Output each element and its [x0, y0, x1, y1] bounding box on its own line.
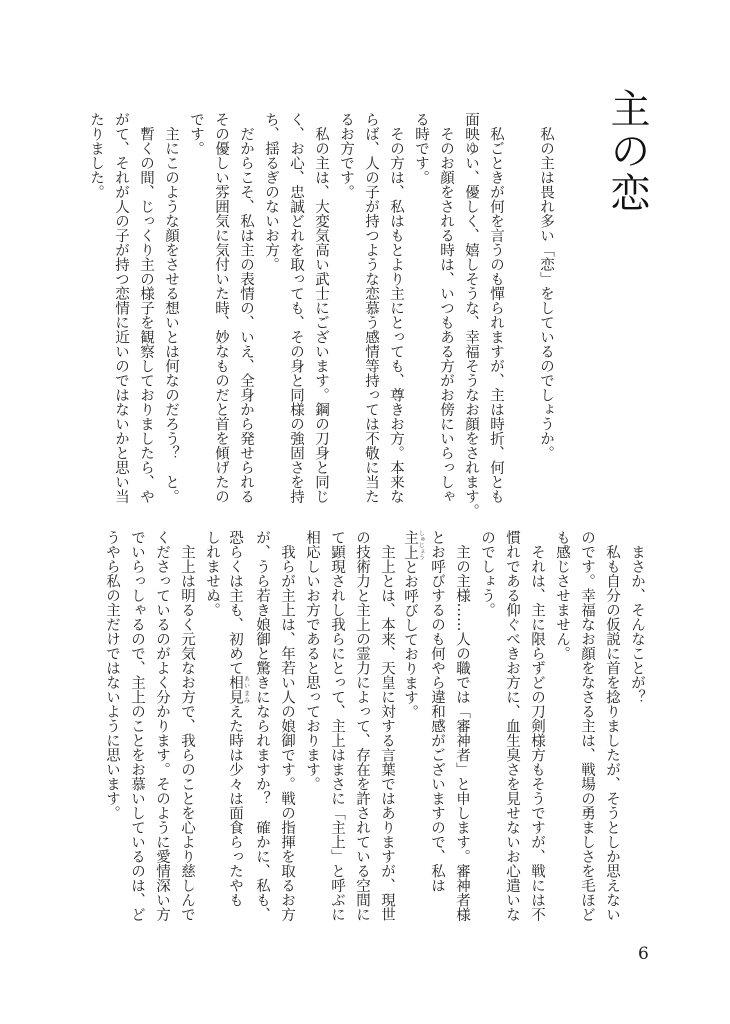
text-segment: く、お心、忠誠どれを取っても、その身と同様の強固さを持 [288, 112, 304, 504]
text-line [324, 530, 349, 942]
ruby-reading: しゅじょう [417, 530, 425, 560]
text-segment: だからこそ、私は主の表情の、いえ、全身から発せられる [238, 112, 254, 504]
text-segment: 面映ゆい、優しく、嬉しそうな、幸福そうなお顔をされます。 [463, 112, 479, 518]
text-line [258, 112, 283, 504]
text-segment: その優しい雰囲気に気付いた時、妙なものだと首を傾げたの [213, 112, 229, 504]
text-line [399, 530, 424, 942]
text-line [458, 112, 483, 518]
text-segment: そのお顔をされる時は、いつもある方がお傍にいらっしゃ [438, 112, 454, 504]
ruby-word [402, 530, 425, 560]
text-segment: とお呼びしております。 [402, 559, 418, 720]
text-segment: 私ごときが何を言うのも憚られますが、主は時折、何とも [488, 112, 504, 504]
text-line [158, 112, 183, 504]
ruby-word [227, 675, 250, 704]
text-segment: のです。幸福なお顔をなさる主は、戦場の勇ましさを毛ほど [579, 530, 595, 922]
text-line [574, 530, 599, 942]
text-line [349, 530, 374, 942]
text-line [483, 112, 508, 504]
text-line [149, 530, 174, 942]
text-segment: 私も自分の仮説に首を捻りましたが、そうとしか思えない [604, 530, 620, 922]
text-line [233, 112, 258, 504]
text-line [599, 530, 624, 942]
text-line [108, 112, 133, 504]
text-segment: それは、主に限らずどの刀剣様方もそうですが、戦には不 [529, 530, 545, 922]
text-segment: 主上は明るく元気なお方で、我らのことを心より慈しんで [179, 530, 195, 922]
text-line [249, 530, 274, 942]
text-line [199, 530, 224, 942]
page-number: 6 [638, 944, 649, 964]
text-line [358, 112, 383, 504]
text-segment: 我らが主上は、年若い人の娘御です。戦の指揮を取るお方 [279, 530, 295, 922]
text-segment: えた時は少々は面食らったやも [227, 704, 243, 907]
page-title: 主の恋 [604, 88, 650, 214]
text-line [224, 530, 249, 942]
text-line [433, 112, 458, 504]
text-line [499, 530, 524, 942]
text-line [124, 530, 149, 942]
text-segment: とお呼びするのも何やら違和感がございますので、私は [429, 530, 445, 893]
text-segment: 相応しいお方であると思っております。 [304, 530, 320, 791]
text-segment: 慣れである仰ぐべきお方に、血生臭さを見せないお心遣いな [504, 530, 520, 922]
text-segment: の技術力と主上の霊力によって、存在を許されている空間に [354, 530, 370, 922]
text-segment: しれませぬ。 [204, 530, 220, 617]
ruby-base: 主上 [402, 530, 418, 560]
text-segment: 私の主は、大変気高い武士にございます。鋼の刀身と同じ [313, 112, 329, 504]
text-line [308, 112, 333, 504]
ruby-reading: あいまみ [242, 675, 250, 704]
text-line [374, 530, 399, 942]
text-segment: 恐らくは主も、初めて [227, 530, 243, 675]
text-line [299, 530, 324, 942]
text-segment: です。 [188, 112, 204, 156]
text-segment: る時です。 [413, 112, 429, 185]
text-line [474, 530, 499, 942]
text-segment: て顕現されし我らにとって、主上はまさに「主上」と呼ぶに [329, 530, 345, 922]
text-segment: まさか、そんなことが？ [629, 530, 645, 704]
text-segment: のでしょう。 [479, 530, 495, 617]
text-segment: その方は、私はもとより主にとっても、尊きお方。本来な [388, 112, 404, 504]
text-segment: ち、揺るぎのないお方。 [263, 112, 279, 272]
text-segment: 主の主様……人の職では「審神者」と申します。審神者様 [454, 530, 470, 922]
text-line [524, 530, 549, 942]
text-line [549, 530, 574, 942]
text-segment: も感じさせません。 [554, 530, 570, 661]
text-segment: が、うら若き娘御と驚きになられますか？ 確かに、私も、 [254, 530, 270, 922]
text-line [424, 530, 449, 942]
text-line [383, 112, 408, 504]
text-line [99, 530, 124, 942]
text-line [83, 112, 108, 504]
text-segment: うやら私の主だけではないように思います。 [104, 530, 120, 820]
text-line [274, 530, 299, 942]
upper-text-block [83, 112, 558, 518]
text-line [283, 112, 308, 504]
text-line [333, 112, 358, 504]
text-segment: 主にこのような顔をさせる想いとは何なのだろう？ と。 [163, 112, 179, 504]
text-line [408, 112, 433, 504]
text-segment: 私の主は畏れ多い「恋」をしているのでしょうか。 [538, 112, 554, 460]
text-line [183, 112, 208, 504]
text-segment: でいらっしゃるので、主上のことをお慕いしているのは、ど [129, 530, 145, 922]
lower-text-block [99, 530, 649, 942]
text-segment: がて、それが人の子が持つ恋情に近いのではないかと思い当 [113, 112, 129, 504]
text-line [533, 112, 558, 504]
text-line [133, 112, 158, 504]
text-segment: るお方です。 [338, 112, 354, 199]
text-segment: 主上とは、本来、天皇に対する言葉ではありますが、現世 [379, 530, 395, 922]
text-segment: くださっているのがよく分かります。そのように愛情深い方 [154, 530, 170, 922]
text-line [624, 530, 649, 942]
text-line [174, 530, 199, 942]
ruby-base: 相見 [227, 675, 243, 704]
text-line [508, 112, 533, 504]
text-line [208, 112, 233, 504]
text-segment: らば、人の子が持つような恋慕う感情等持っては不敬に当た [363, 112, 379, 504]
text-segment: たりました。 [88, 112, 104, 199]
text-segment: 暫くの間、じっくり主の様子を観察しておりましたら、や [138, 112, 154, 504]
text-line [449, 530, 474, 942]
